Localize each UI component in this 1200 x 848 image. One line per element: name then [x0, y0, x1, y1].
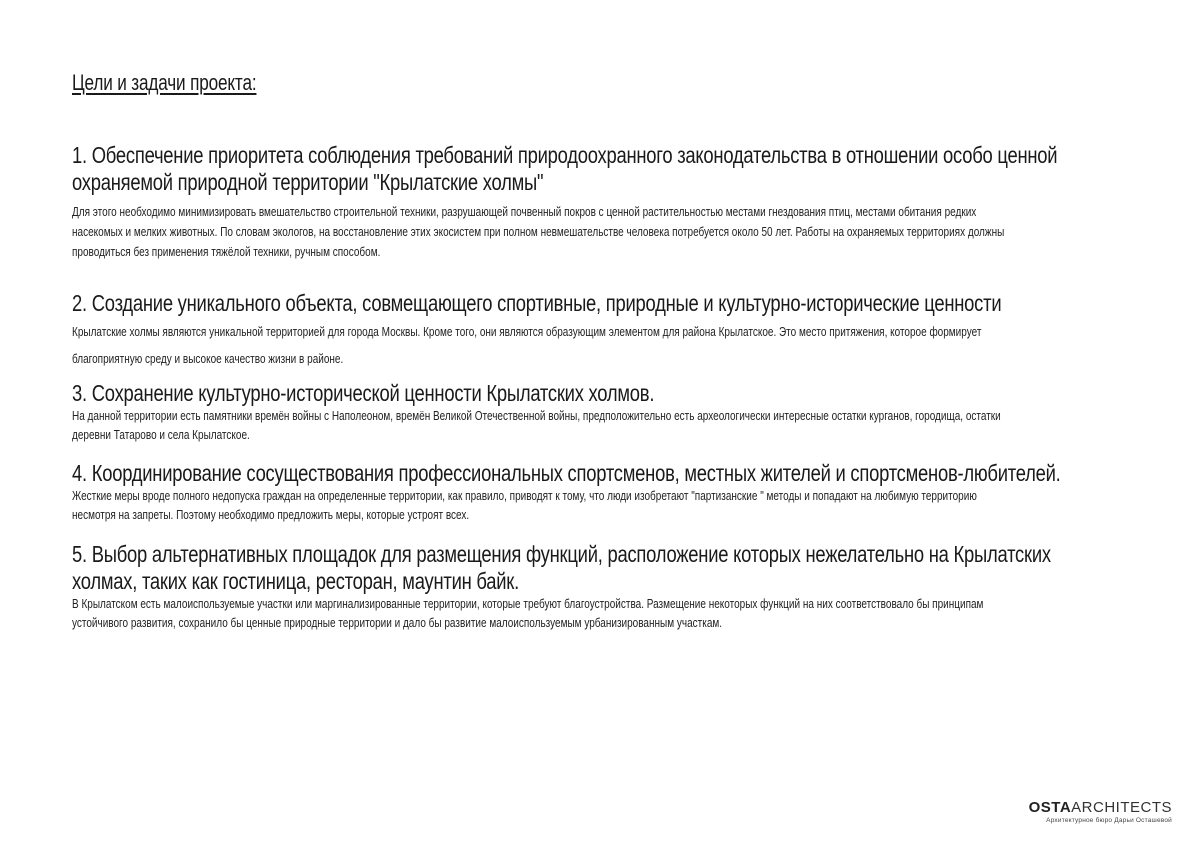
goal-description-line: деревни Татарово и села Крылатское. [72, 428, 250, 442]
goal-description [72, 319, 1102, 373]
goal-description [72, 407, 1102, 445]
goal-description-line: устойчивого развития, сохранило бы ценные природные территории и дало бы развитие малоиспользуемым урбанизированным участкам. [72, 616, 723, 630]
goal-description [72, 202, 1102, 262]
goal-description [72, 595, 1102, 633]
logo-subtitle: Архитектурное бюро Дарьи Осташевой [1046, 817, 1172, 824]
goal-description-line: Крылатские холмы являются уникальной территорией для города Москвы. Кроме того, они являются образующим элементом для района Крылатское. Это место притяжения, которое формирует [72, 325, 982, 339]
goal-heading-line: 3. Сохранение культурно-исторической ценности Крылатских холмов. [72, 380, 655, 406]
goal-description-line: Жесткие меры вроде полного недопуска граждан на определенные территории, как правило, приводят к тому, что люди изобретают "партизанские " методы и попадают на любимую территорию [72, 489, 977, 503]
goal-heading [72, 541, 1102, 595]
goal-description-line: На данной территории есть памятники времён войны с Наполеоном, времён Великой Отечественной войны, предположительно есть археологически интересные остатки курганов, городища, остатки [72, 409, 1001, 423]
goal-section-1 [72, 142, 1102, 262]
goal-section-4 [72, 460, 1102, 525]
goal-description-line: благоприятную среду и высокое качество жизни в районе. [72, 352, 344, 366]
goal-heading-line: охраняемой природной территории "Крылатские холмы" [72, 169, 544, 195]
goal-description-line: насекомых и мелких животных. По словам экологов, на восстановление этих экосистем при полном невмешательстве человека потребуется около 50 лет. Работы на охраняемых территориях должны [72, 225, 1005, 239]
goal-description-line: В Крылатском есть малоиспользуемые участки или маргинализированные территории, которые требуют благоустройства. Размещение некоторых функций на них соответствовало бы принципам [72, 597, 984, 611]
goal-heading-line: 4. Координирование сосуществования профессиональных спортсменов, местных жителей и спортсменов-любителей. [72, 460, 1061, 486]
goal-description [72, 487, 1102, 525]
logo-wordmark [1029, 799, 1172, 816]
goal-heading [72, 290, 1102, 317]
goal-section-5 [72, 541, 1102, 633]
logo-wordmark-bold: OSTA [1028, 799, 1072, 816]
goal-heading-line: 2. Создание уникального объекта, совмещающего спортивные, природные и культурно-исторические ценности [72, 290, 1002, 316]
goal-heading [72, 380, 1102, 407]
goal-description-line: несмотря на запреты. Поэтому необходимо предложить меры, которые устроят всех. [72, 508, 470, 522]
goal-heading [72, 460, 1102, 487]
goal-heading-line: холмах, таких как гостиница, ресторан, маунтин байк. [72, 568, 519, 594]
goal-description-line: проводиться без применения тяжёлой техники, ручным способом. [72, 245, 381, 259]
goal-heading-line: 5. Выбор альтернативных площадок для размещения функций, расположение которых нежелательно на Крылатских [72, 541, 1051, 567]
goal-section-2 [72, 290, 1102, 373]
goal-description-line: Для этого необходимо минимизировать вмешательство строительной техники, разрушающей почвенный покров с ценной растительностью местами гнездования птиц, местами обитания редких [72, 205, 977, 219]
goal-heading [72, 142, 1102, 196]
goal-section-3 [72, 380, 1102, 445]
page-title: Цели и задачи проекта: [72, 70, 257, 95]
logo-wordmark-light: ARCHITECTS [1071, 799, 1172, 816]
company-logo [1029, 799, 1172, 824]
goal-heading-line: 1. Обеспечение приоритета соблюдения требований природоохранного законодательства в отношении особо ценной [72, 142, 1058, 168]
